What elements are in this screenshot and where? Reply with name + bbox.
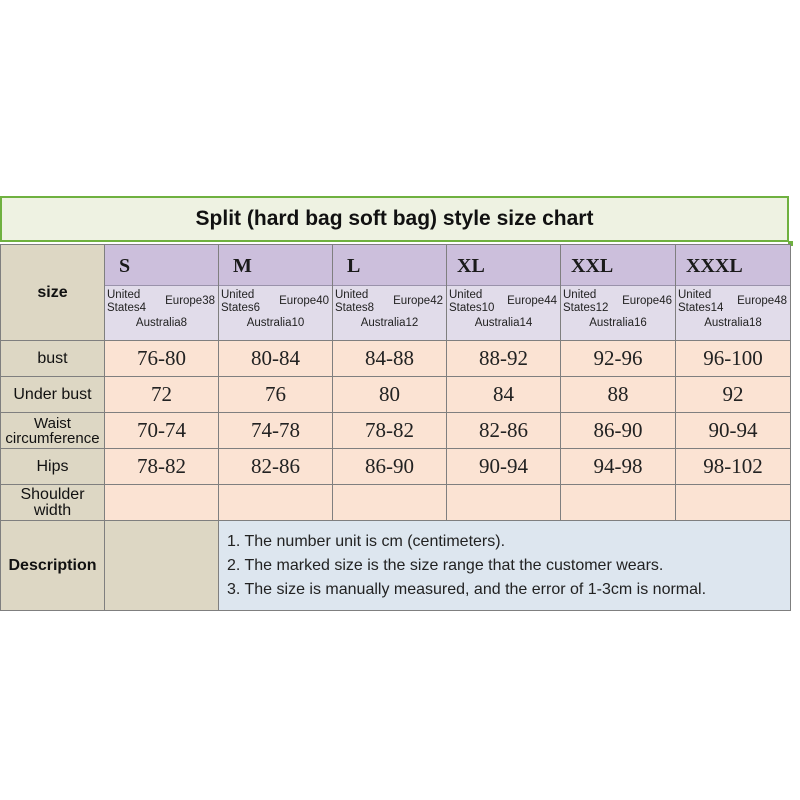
australia-size: Australia10 — [246, 317, 305, 329]
europe-size: Europe40 — [279, 295, 329, 307]
us-size: United States14 — [678, 289, 724, 314]
shoulder-value — [561, 485, 676, 521]
waist-value: 74-78 — [219, 413, 333, 449]
us-size: United States6 — [221, 289, 260, 314]
under-bust-value: 88 — [561, 377, 676, 413]
description-note: 1. The number unit is cm (centimeters). — [227, 532, 506, 550]
size-header-xl — [447, 245, 561, 341]
bust-value: 96-100 — [676, 341, 791, 377]
row-label-bust: bust — [1, 341, 105, 377]
chart-title: Split (hard bag soft bag) style size chart — [0, 196, 789, 242]
shoulder-value — [219, 485, 333, 521]
us-size: United States8 — [335, 289, 374, 314]
australia-size: Australia18 — [704, 317, 762, 329]
waist-value: 90-94 — [676, 413, 791, 449]
hips-value: 78-82 — [105, 449, 219, 485]
europe-size: Europe46 — [622, 295, 672, 307]
hips-value: 98-102 — [676, 449, 791, 485]
bust-value: 76-80 — [105, 341, 219, 377]
under-bust-value: 84 — [447, 377, 561, 413]
shoulder-value — [447, 485, 561, 521]
shoulder-value — [333, 485, 447, 521]
hips-value: 82-86 — [219, 449, 333, 485]
hips-value: 90-94 — [447, 449, 561, 485]
row-label-shoulder: Shoulder width — [1, 485, 105, 521]
size-code: XXL — [571, 255, 614, 277]
hips-value: 86-90 — [333, 449, 447, 485]
description-note: 3. The size is manually measured, and the error of 1-3cm is normal. — [227, 580, 707, 598]
bust-value: 88-92 — [447, 341, 561, 377]
size-code: XXXL — [686, 255, 743, 277]
row-label-waist: Waist circumference — [1, 413, 105, 449]
size-header-xxxl — [676, 245, 791, 341]
waist-value: 78-82 — [333, 413, 447, 449]
europe-size: Europe38 — [165, 295, 215, 307]
under-bust-value: 72 — [105, 377, 219, 413]
row-label-description: Description — [1, 521, 105, 611]
size-header-xxl — [561, 245, 676, 341]
us-size: United States4 — [107, 289, 146, 314]
us-size: United States10 — [449, 289, 495, 314]
hips-value: 94-98 — [561, 449, 676, 485]
shoulder-value — [676, 485, 791, 521]
australia-size: Australia8 — [135, 317, 188, 329]
size-header-m — [219, 245, 333, 341]
row-label-hips: Hips — [1, 449, 105, 485]
under-bust-value: 92 — [676, 377, 791, 413]
europe-size: Europe48 — [737, 295, 787, 307]
row-label-size: size — [1, 245, 105, 341]
size-header-l — [333, 245, 447, 341]
australia-size: Australia16 — [589, 317, 647, 329]
bust-value: 80-84 — [219, 341, 333, 377]
waist-value: 86-90 — [561, 413, 676, 449]
size-code: M — [233, 255, 252, 277]
size-row — [1, 245, 791, 341]
under-bust-value: 80 — [333, 377, 447, 413]
size-chart-table — [0, 244, 791, 611]
waist-value: 70-74 — [105, 413, 219, 449]
description-notes — [219, 521, 791, 611]
shoulder-value — [105, 485, 219, 521]
row-label-under-bust: Under bust — [1, 377, 105, 413]
size-code: S — [119, 255, 131, 277]
bust-value: 92-96 — [561, 341, 676, 377]
size-code: XL — [457, 255, 485, 277]
under-bust-row — [1, 377, 791, 413]
under-bust-value: 76 — [219, 377, 333, 413]
europe-size: Europe44 — [507, 295, 557, 307]
australia-size: Australia12 — [360, 317, 419, 329]
size-header-s — [105, 245, 219, 341]
bust-value: 84-88 — [333, 341, 447, 377]
description-note: 2. The marked size is the size range that the customer wears. — [227, 556, 664, 574]
bust-row — [1, 341, 791, 377]
waist-row — [1, 413, 791, 449]
shoulder-row — [1, 485, 791, 521]
us-size: United States12 — [563, 289, 609, 314]
hips-row — [1, 449, 791, 485]
description-spacer — [105, 521, 219, 611]
europe-size: Europe42 — [393, 295, 443, 307]
waist-value: 82-86 — [447, 413, 561, 449]
size-code: L — [347, 255, 361, 277]
australia-size: Australia14 — [474, 317, 533, 329]
description-row — [1, 521, 791, 611]
